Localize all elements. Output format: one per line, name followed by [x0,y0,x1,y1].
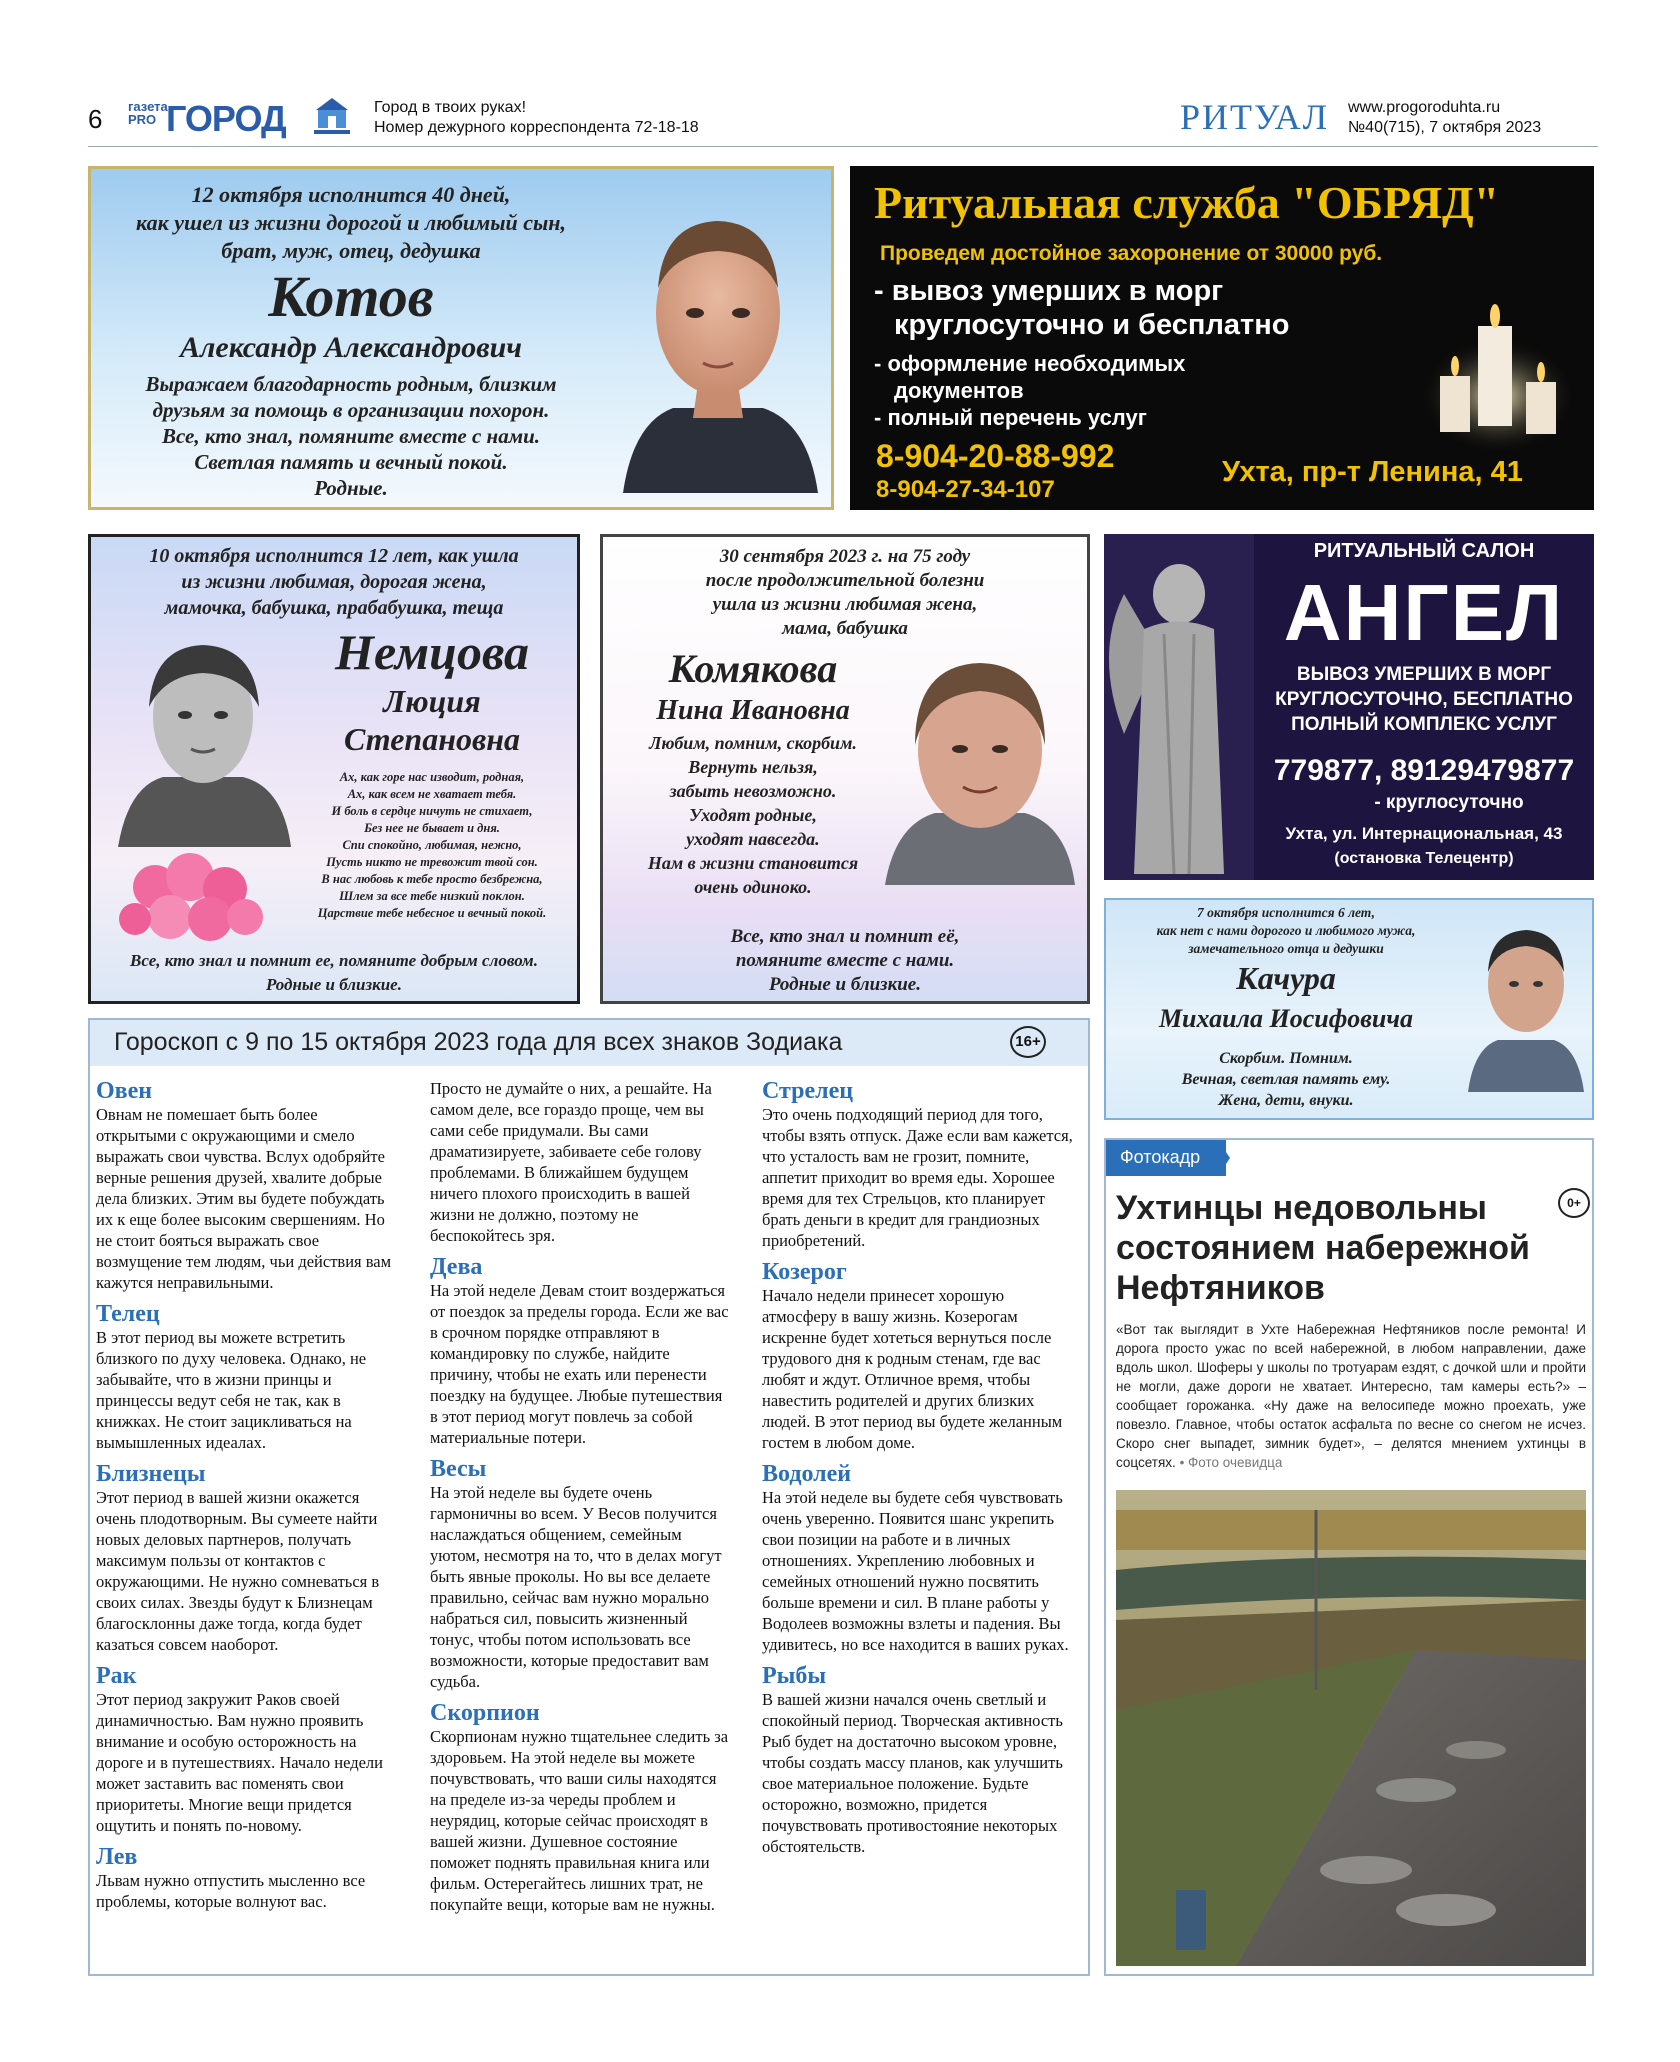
section-title: РИТУАЛ [1180,97,1330,137]
zodiac-sign-heading: Козерог [762,1259,847,1285]
kachura-intro3: замечательного отца и дедушки [1188,941,1384,956]
zodiac-forecast-text: Начало недели принесет хорошую атмосферу в вашу жизнь. Козерогам искренне будет хотеться вернуться после трудового дня к родным стенам, где вас любят и ждут. Отличное время, чтобы навестить родителей и других близких людей. В этот период вы будете желанным гостем в любом доме. [762,1286,1063,1452]
kachura-name: Михаила Иосифовича [1158,1004,1414,1033]
komyakova-poem-line: очень одиноко. [694,877,812,897]
obituary-kachura [1104,898,1594,1120]
kotov-surname: Котов [268,264,434,329]
komyakova-footer2: помяните вместе с нами. [735,950,955,971]
kotov-text3: Все, кто знал, помяните вместе с нами. [161,424,541,448]
nemtsova-poem-line: И боль в сердце ничуть не стихает, [331,804,533,818]
angel-address: Ухта, ул. Интернациональная, 43 [1285,824,1563,843]
angel-statue-image [1104,534,1254,880]
photo-story-tag-label: Фотокадр [1120,1147,1201,1167]
kachura-intro2: как нет с нами дорогого и любимого мужа, [1156,923,1416,938]
obryad-item1b: круглосуточно и бесплатно [894,309,1290,341]
kachura-intro1: 7 октября исполнится 6 лет, [1196,905,1376,920]
angel-label: РИТУАЛЬНЫЙ САЛОН [1313,540,1535,562]
nemtsova-intro2: из жизни любимая, дорогая жена, [181,571,487,593]
komyakova-poem-line: Любим, помним, скорбим. [649,733,857,753]
horoscope-title: Гороскоп с 9 по 15 октября 2023 года для всех знаков Зодиака [114,1028,843,1056]
zodiac-forecast-text: Львам нужно отпустить мысленно все проблемы, которые волнуют вас. [96,1871,366,1911]
kotov-intro3: брат, муж, отец, дедушка [221,238,481,263]
logo-city: ГОРОД [166,98,286,139]
obryad-address: Ухта, пр-т Ленина, 41 [1222,456,1523,488]
kachura-text1: Скорбим. Помним. [1219,1050,1353,1067]
komyakova-footer1: Все, кто знал и помнит её, [730,926,960,947]
komyakova-intro2: после продолжительной болезни [705,570,985,591]
komyakova-poem-line: забыть невозможно. [669,781,837,801]
nemtsova-footer1: Все, кто знал и помнит ее, помяните добрым словом. [130,951,538,970]
zodiac-sign-heading: Рыбы [762,1663,827,1689]
angel-name: АНГЕЛ [1283,568,1565,657]
nemtsova-poem-line: Ах, как всем не хватает тебя. [347,787,517,801]
nemtsova-intro1: 10 октября исполнится 12 лет, как ушла [149,545,519,567]
nemtsova-poem-line: Спи спокойно, любимая, нежно, [342,838,522,852]
zodiac-sign-heading: Телец [96,1301,160,1327]
komyakova-intro4: мама, бабушка [782,618,908,639]
photo-credit: • Фото очевидца [1179,1455,1283,1470]
komyakova-poem-line: Нам в жизни становится [647,853,859,873]
kachura-portrait [1468,912,1584,1092]
nemtsova-portrait [113,627,293,847]
komyakova-intro3: ушла из жизни любимая жена, [712,594,978,615]
zodiac-forecast-text: На этой неделе вы будете очень гармоничны во всем. У Весов получится наслаждаться общением, семейным уютом, несмотря на то, что в делах могут быть явные проколы. Но вы все делаете правильно, сейчас вам нужно морально набраться сил, повысить жизненный тонус, чтобы потом использовать все возможности, которые предоставит вам судьба. [430,1483,722,1691]
kotov-portrait [613,183,823,493]
zodiac-forecast-text: Этот период закружит Раков своей динамичностью. Вам нужно проявить внимание и особую осторожность на дороге и в путешествиях. Начало недели может заставить вас поменять свои приоритеты. Многие вещи придется ощутить и понять по-новому. [96,1690,383,1835]
header-divider [88,146,1598,147]
city-emblem-icon [310,96,354,136]
komyakova-poem-line: Вернуть нельзя, [688,757,818,777]
photo-story-age-badge: 0+ [1558,1188,1590,1218]
obryad-phone1[interactable]: 8-904-20-88-992 [876,438,1115,474]
website[interactable]: www.progoroduhta.ru [1348,99,1501,116]
angel-hours: - круглосуточно [1374,792,1524,813]
angel-phones[interactable]: 779877, 89129479877 [1273,754,1575,787]
nemtsova-name1: Люция [383,683,481,719]
kotov-text5: Родные. [314,476,388,500]
nemtsova-poem-line: Пусть никто не тревожит твой сон. [326,855,538,869]
zodiac-sign-heading: Скорпион [430,1700,540,1726]
nemtsova-intro3: мамочка, бабушка, прабабушка, теща [164,597,504,619]
obryad-item3: - полный перечень услуг [874,405,1147,430]
zodiac-sign-heading: Рак [96,1663,137,1689]
kachura-text2: Вечная, светлая память ему. [1181,1071,1391,1088]
obituary-kotov [88,166,834,510]
duty-phone: Номер дежурного корреспондента 72-18-18 [374,119,699,136]
obryad-item2b: документов [894,378,1024,403]
nemtsova-poem-line: Шлем за все тебе низкий поклон. [339,889,525,903]
horoscope-column-3 [762,1070,1078,1863]
zodiac-forecast-text: В вашей жизни начался очень светлый и спокойный период. Творческая активность Рыб будет на достаточно высоком уровне, чтобы создать массу планов, как улучшить свое материальное положение. Будьте осторожно, возможно, придется почувствовать противостояние некоторых обстоятельств. [762,1690,1063,1856]
photo-story-tag [1106,1140,1226,1176]
roses-image [115,837,275,947]
komyakova-portrait [885,645,1075,885]
ad-obryad [850,166,1594,510]
photo-story-headline[interactable]: Ухтинцы недовольны состоянием набережной Нефтяников [1116,1189,1530,1307]
kotov-text2: друзьям за помощь в организации похорон. [152,398,550,422]
photo-story-body [1116,1320,1586,1472]
horoscope-column-2 [430,1078,732,1921]
kotov-intro1: 12 октября исполнится 40 дней, [191,182,511,207]
issue-info: №40(715), 7 октября 2023 [1348,119,1542,136]
tagline-line1: Город в твоих руках! [374,99,527,116]
horoscope-column-1 [96,1070,398,1918]
obituary-komyakova [600,534,1090,1004]
zodiac-forecast-text: На этой неделе вы будете себя чувствовать очень уверенно. Появится шанс укрепить свои позиции на работе и в личных отношениях. Укреплению любовных и семейных отношений нужно посвятить больше времени и сил. В плане работы у Водолеев возможны взлеты и падения. Вы удивитесь, но все находится в ваших руках. [762,1488,1069,1654]
nemtsova-poem-line: Ах, как горе нас изводит, родная, [339,770,525,784]
candles-image [1418,286,1578,456]
page-number: 6 [88,104,103,134]
kachura-text3: Жена, дети, внуки. [1218,1092,1354,1109]
komyakova-footer3: Родные и близкие. [769,974,921,995]
kotov-name: Александр Александрович [179,331,523,364]
ad-angel [1104,534,1594,880]
horoscope-age-badge: 16+ [1010,1026,1046,1058]
zodiac-forecast-text: Это очень подходящий период для того, чтобы взять отпуск. Даже если вам кажется, что усталость вам не грозит, помните, аппетит приходит во время еды. Хорошее время для тех Стрельцов, кто планирует брать деньги в кредит для грандиозных приобретений. [762,1105,1073,1250]
angel-line1: ВЫВОЗ УМЕРШИХ В МОРГ [1296,664,1552,685]
nemtsova-name2: Степановна [343,721,521,757]
publication-info [1348,98,1541,138]
zodiac-forecast-text: Скорпионам нужно тщательнее следить за здоровьем. На этой неделе вы можете почувствовать, что ваши силы находятся на пределе из-за череды проблем и неурядиц, которые сейчас происходят в вашей жизни. Душевное состояние поможет поднять правильная книга или фильм. Остерегайтесь лишних трат, не покупайте вещи, которые вам не нужны. [430,1727,729,1914]
zodiac-forecast-text: Овнам не помешает быть более открытыми с окружающими и смело выражать свои чувства. Вслух одобряйте верные решения друзей, хвалите добрые дела близких. Этим вы будете побуждать их к еще более высоким свершениям. Но не стоит бояться выражать свое возмущение тем людям, чьи действия вам кажутся неправильными. [96,1105,392,1292]
zodiac-forecast-text: Этот период в вашей жизни окажется очень плодотворным. Вы сумеете найти новых деловых партнеров, получать максимум пользы от контактов с окружающими. Не нужно сомневаться в своих силах. Звезды будут к Близнецам благосклонны даже тогда, когда будет казаться совсем наоборот. [96,1488,380,1654]
embankment-photo [1116,1490,1586,1966]
zodiac-sign-heading: Близнецы [96,1461,206,1487]
nemtsova-poem-line: В нас любовь к тебе просто безбрежна, [321,872,543,886]
obryad-title: Ритуальная служба "ОБРЯД" [874,177,1500,228]
obituary-nemtsova [88,534,580,1004]
photo-story-text: «Вот так выглядит в Ухте Набережная Нефтяников после ремонта! И дорога просто ужас по всей набережной, в любом направлении, даже вдоль школ. Шоферы у школы по тротуарам ездят, с дочкой шли и пройти не могли, даже дороги не хватает. Интересно, там камеры есть?» – сообщает горожанка. «Ну даже на велосипеде можно проехать, уже повезло. Главное, чтобы остаток асфальта по весне со снегом не исчез. Скоро снег выпадет, зимник будет», – делятся мнением ухтинцы в соцсетях. [1116,1322,1586,1470]
komyakova-name: Нина Ивановна [656,695,850,726]
nemtsova-poem-line: Без нее не бывает и дня. [364,821,500,835]
zodiac-sign-heading: Овен [96,1078,153,1104]
zodiac-sign-heading: Лев [96,1844,138,1870]
zodiac-sign-heading: Водолей [762,1461,852,1487]
zodiac-forecast-text: Просто не думайте о них, а решайте. На самом деле, все гораздо проще, чем вы сами себе придумали. Вы сами драматизируете, забиваете себе голову проблемами. В ближайшем будущем ничего плохого происходить в вашей жизни не должно, поэтому не беспокойтесь зря. [430,1079,712,1245]
zodiac-sign-heading: Весы [430,1456,487,1482]
komyakova-poem-line: уходят навсегда. [686,829,820,849]
komyakova-poem-line: Уходят родные, [689,805,817,825]
obryad-phone2[interactable]: 8-904-27-34-107 [876,476,1055,503]
logo-pro: газета PRO [128,99,168,127]
zodiac-sign-heading: Дева [430,1254,483,1280]
obryad-item1a: - вывоз умерших в морг [874,275,1224,307]
kotov-intro2: как ушел из жизни дорогой и любимый сын, [136,210,566,235]
obryad-subtitle: Проведем достойное захоронение от 30000 руб. [880,242,1383,265]
obryad-item2a: - оформление необходимых [874,351,1186,376]
tagline [374,98,699,138]
nemtsova-surname: Немцова [335,624,529,680]
logo[interactable] [128,96,298,140]
komyakova-intro1: 30 сентября 2023 г. на 75 году [719,546,971,567]
komyakova-surname: Комякова [668,646,838,691]
kachura-surname: Качура [1236,960,1336,996]
kotov-text1: Выражаем благодарность родным, близким [145,372,557,396]
zodiac-forecast-text: В этот период вы можете встретить близкого по духу человека. Однако, не забывайте, что в жизни принцы и принцессы ведут себя не так, как в книжках. Не стоит зацикливаться на вымышленных идеалах. [96,1328,367,1452]
kotov-text4: Светлая память и вечный покой. [194,450,508,474]
nemtsova-poem-line: Царствие тебе небесное и вечный покой. [317,906,547,920]
nemtsova-footer2: Родные и близкие. [266,975,402,994]
angel-stop: (остановка Телецентр) [1334,850,1514,867]
angel-line3: ПОЛНЫЙ КОМПЛЕКС УСЛУГ [1291,714,1557,735]
zodiac-forecast-text: На этой неделе Девам стоит воздержаться от поездок за пределы города. Если же вас в срочном порядке отправляют в командировку по службе, найдите причину, чтобы не ехать или перенести поездку на будущее. Любые путешествия в этот период могут повлечь за собой материальные потери. [430,1281,729,1447]
angel-line2: КРУГЛОСУТОЧНО, БЕСПЛАТНО [1275,689,1573,710]
zodiac-sign-heading: Стрелец [762,1078,854,1104]
